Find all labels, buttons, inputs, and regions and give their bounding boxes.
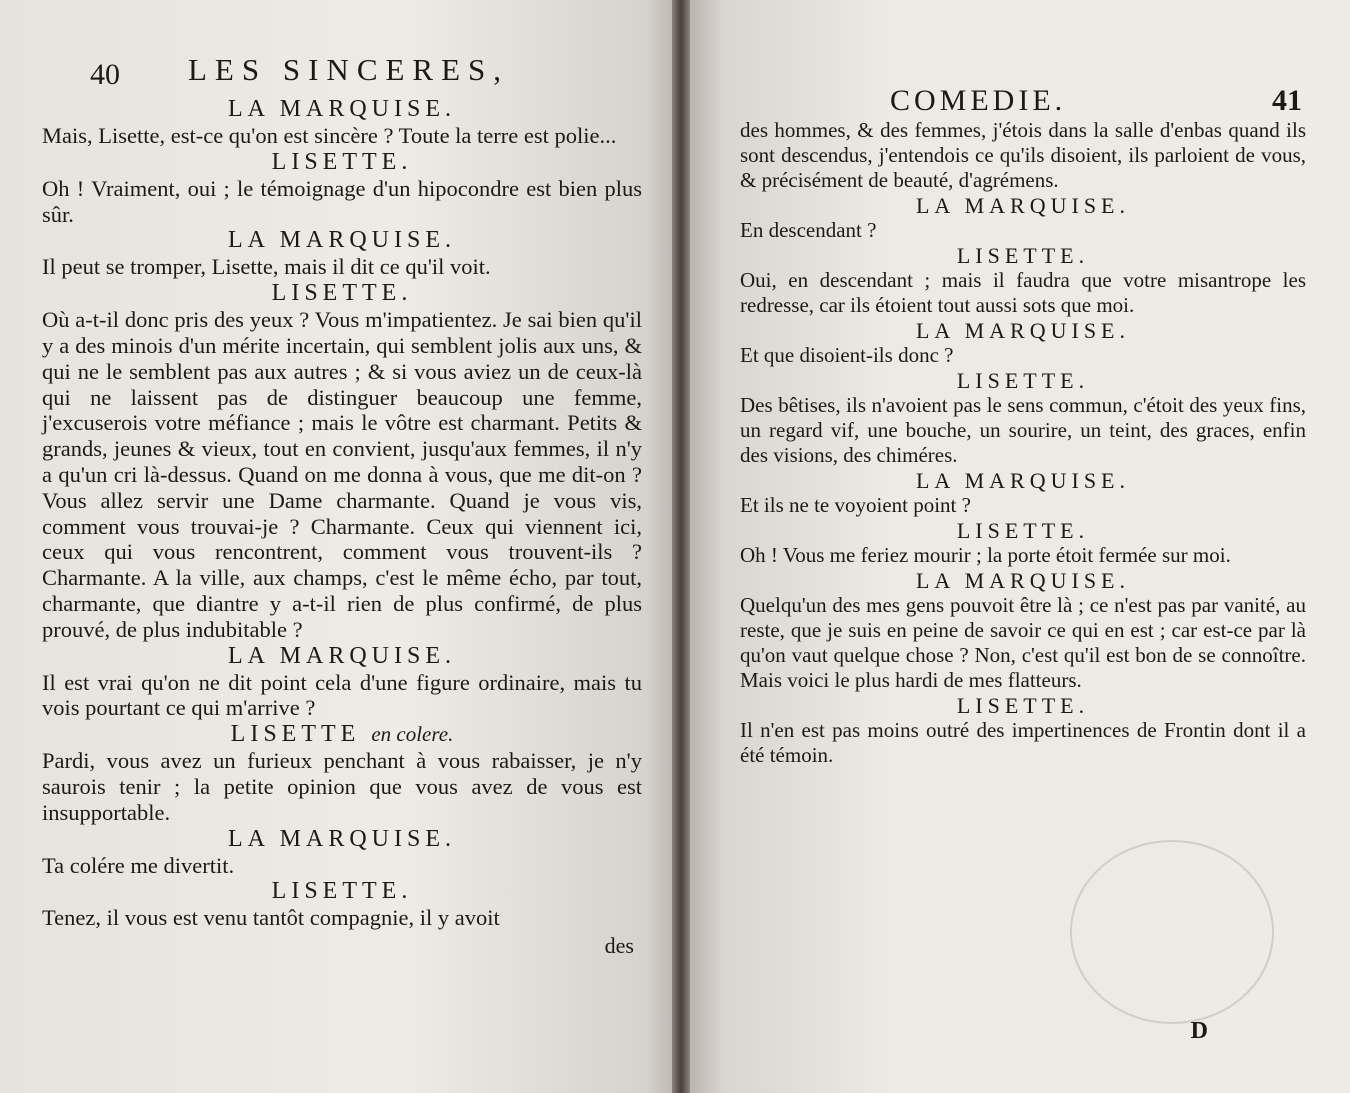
speaker-name: LISETTE bbox=[230, 721, 361, 748]
speaker-heading: LA MARQUISE. bbox=[915, 468, 1130, 493]
speech-text: En descendant ? bbox=[740, 218, 877, 242]
speech-text: Où a-t-il donc pris des yeux ? Vous m'impatientez. Je sai bien qu'il y a des minois d'un mérite incertain, qui semblent jolis aux uns, & qui ne le semblent pas aux autres ; & si vous aviez un de ceux-là qui ne laissent pas de distinguer beaucoup une femme, j'excuserois votre méfiance ; mais le vôtre est charmant. Petits & grands, jeunes & vieux, tout en convient, jusqu'aux femmes, il n'y a qu'un cri là-dessus. Quand on me donna à vous, que me dit-on ? Vous allez servir une Dame charmante. Quand je vous vis, comment vous trouvai-je ? Charmante. Ceux qui viennent ici, ceux qui vous rencontrent, comment vous trouvent-ils ? Charmante. A la ville, aux champs, c'est le même écho, par tout, charmante, que diantre y a-t-il rien de plus confirmé, de plus prouvé, de plus indubitable ? bbox=[42, 307, 642, 642]
speaker-heading: LISETTE. bbox=[956, 368, 1090, 393]
right-running-head bbox=[740, 76, 1306, 118]
speech-text: Quelqu'un des mes gens pouvoit être là ; ce n'est pas par vanité, au reste, que je suis en peine de savoir ce qui en est ; car est-ce par là qu'on vaut quelque chose ? Non, c'est qu'il est bon de se connoître. Mais voici le plus hardi de mes flatteurs. bbox=[740, 593, 1306, 692]
right-running-title: COMEDIE. bbox=[890, 84, 1067, 117]
left-running-head bbox=[42, 52, 642, 96]
speaker-heading: LA MARQUISE. bbox=[227, 642, 456, 669]
book-gutter bbox=[672, 0, 690, 1093]
speech-text: Et que disoient-ils donc ? bbox=[740, 343, 954, 367]
speaker-heading: LISETTE. bbox=[271, 280, 413, 307]
speech-text: Des bêtises, ils n'avoient pas le sens commun, c'étoit des yeux fins, un regard vif, une bouche, un sourire, un teint, des graces, enfin des visions, des chiméres. bbox=[740, 393, 1306, 467]
left-page bbox=[0, 0, 672, 1093]
speech-text: Oui, en descendant ; mais il faudra que votre misantrope les redresse, car ils étoient tout aussi sots que moi. bbox=[740, 268, 1306, 317]
speech-text: Il n'en est pas moins outré des impertinences de Frontin dont il a été témoin. bbox=[740, 718, 1306, 767]
library-stamp bbox=[1070, 840, 1274, 1024]
speech-text: Pardi, vous avez un furieux penchant à vous rabaisser, je n'y saurois tenir ; la petite opinion que vous avez de vous est insupportable. bbox=[42, 748, 642, 825]
right-page-number: 41 bbox=[1272, 84, 1302, 117]
signature-mark: D bbox=[1190, 1018, 1208, 1044]
catchword: des bbox=[604, 933, 634, 959]
speaker-heading: LISETTE. bbox=[956, 693, 1090, 718]
speech-text: Et ils ne te voyoient point ? bbox=[740, 493, 971, 517]
speaker-heading: LA MARQUISE. bbox=[915, 193, 1130, 218]
speech-text: Oh ! Vous me feriez mourir ; la porte étoit fermée sur moi. bbox=[740, 543, 1231, 567]
speaker-heading: LISETTE. bbox=[956, 243, 1090, 268]
speaker-heading: LISETTE. bbox=[271, 148, 413, 175]
stage-direction: en colere. bbox=[371, 722, 454, 747]
speech-text: Oh ! Vraiment, oui ; le témoignage d'un hipocondre est bien plus sûr. bbox=[42, 175, 642, 227]
speaker-heading: LISETTE. bbox=[956, 518, 1090, 543]
speech-text: Il est vrai qu'on ne dit point cela d'une figure ordinaire, mais tu vois pourtant ce qui m'arrive ? bbox=[42, 669, 642, 721]
speaker-heading: LA MARQUISE. bbox=[227, 825, 456, 852]
speech-text: Mais, Lisette, est-ce qu'on est sincère ? Toute la terre est polie... bbox=[42, 123, 617, 148]
speaker-heading: LA MARQUISE. bbox=[227, 96, 456, 122]
speech-text: Tenez, il vous est venu tantôt compagnie, il y avoit bbox=[42, 905, 500, 931]
speaker-heading: LA MARQUISE. bbox=[227, 227, 456, 254]
speaker-heading: LA MARQUISE. bbox=[915, 568, 1130, 593]
right-page bbox=[690, 0, 1350, 1093]
left-page-number: 40 bbox=[90, 58, 120, 91]
speech-text: des hommes, & des femmes, j'étois dans la salle d'enbas quand ils sont descendus, j'entendois ce qu'ils disoient, ils parloient de vous, & précisément de beauté, d'agrémens. bbox=[740, 118, 1306, 192]
speech-text: Il peut se tromper, Lisette, mais il dit ce qu'il voit. bbox=[42, 254, 491, 280]
left-running-title: LES SINCERES, bbox=[188, 52, 510, 87]
speech-text: Ta colére me divertit. bbox=[42, 852, 235, 878]
speaker-heading bbox=[42, 721, 642, 748]
speaker-heading: LISETTE. bbox=[271, 878, 413, 905]
speaker-heading: LA MARQUISE. bbox=[915, 318, 1130, 343]
